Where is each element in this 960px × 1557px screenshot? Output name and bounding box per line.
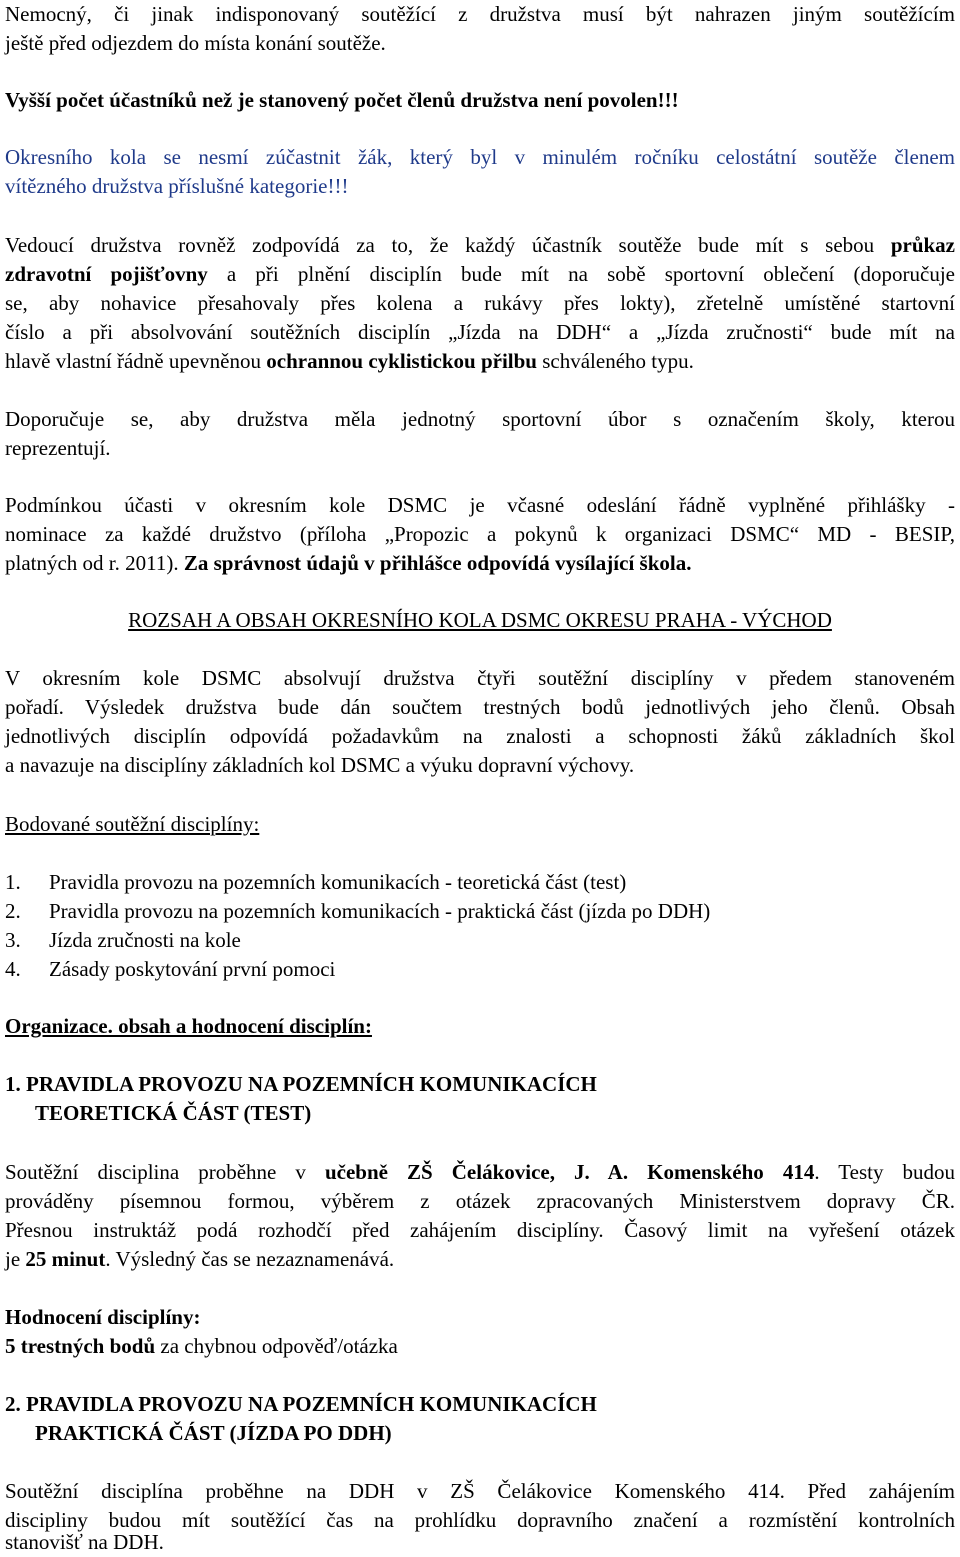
- list-item-number: 3.: [5, 928, 21, 952]
- p1-line-2: ještě před odjezdem do místa konání soutěže.: [5, 31, 386, 55]
- section-2-title: 2. PRAVIDLA PROVOZU NA POZEMNÍCH KOMUNIKACÍCH: [5, 1392, 597, 1416]
- p2-line-5: [5, 347, 955, 376]
- warning-line-1: Okresního kola se nesmí zúčastnit žák, který byl v minulém ročníku celostátní soutěže členem: [5, 145, 955, 169]
- p6-line-3: Přesnou instruktáž podá rozhodčí před zahájením disciplíny. Časový limit na vyřešení otázek: [5, 1218, 955, 1242]
- p5-line-2: pořadí. Výsledek družstva bude dán součtem trestných bodů jednotlivých jeho členů. Obsah: [5, 695, 955, 719]
- evaluation-heading: Hodnocení disciplíny:: [5, 1305, 201, 1329]
- p4-line-3-text: platných od r. 2011).: [5, 551, 184, 575]
- p2-line-1-text: Vedoucí družstva rovněž zodpovídá za to, že každý účastník soutěže bude mít s sebou: [5, 233, 891, 257]
- p2-line-3: se, aby nohavice přesahovaly přes kolena a rukávy přes lokty), zřetelně umístěné startovní: [5, 291, 955, 315]
- p2-line-5-bold: ochrannou cyklistickou přilbu: [266, 349, 537, 373]
- section-1-title: 1. PRAVIDLA PROVOZU NA POZEMNÍCH KOMUNIKACÍCH: [5, 1072, 597, 1096]
- p1-line-1: Nemocný, či jinak indisponovaný soutěžící z družstva musí být nahrazen jiným soutěžícím: [5, 2, 955, 26]
- warning-team-size: Vyšší počet účastníků než je stanovený počet členů družstva není povolen!!!: [5, 88, 679, 112]
- section-heading-main: ROZSAH A OBSAH OKRESNÍHO KOLA DSMC OKRESU PRAHA - VÝCHOD: [128, 608, 832, 632]
- p7-line-2: discipliny budou mít soutěžící čas na prohlídku dopravního značení a rozmístění kontrolních: [5, 1508, 955, 1532]
- p4-line-3-bold: Za správnost údajů v přihlášce odpovídá vysílající škola.: [183, 551, 692, 575]
- p4-line-2: nominace za každé družstvo (příloha „Propozic a pokynů k organizaci DSMC“ MD - BESIP,: [5, 522, 955, 546]
- list-item-number: 1.: [5, 870, 21, 894]
- p7-line-3: stanovišť na DDH.: [5, 1530, 164, 1554]
- section-1-subtitle: TEORETICKÁ ČÁST (TEST): [35, 1101, 312, 1125]
- evaluation-text: za chybnou odpověď/otázka: [155, 1334, 398, 1358]
- p6-line-2: prováděny písemnou formou, výběrem z otázek zpracovaných Ministerstvem dopravy ČR.: [5, 1189, 955, 1213]
- p2-line-1-bold: průkaz: [890, 233, 955, 257]
- warning-line-2: vítězného družstva příslušné kategorie!!!: [5, 174, 349, 198]
- p2-line-2-bold: zdravotní pojišťovny: [5, 262, 208, 286]
- p6-line-4-text-c: . Výsledný čas se nezaznamenává.: [105, 1247, 395, 1271]
- list-item-text: Pravidla provozu na pozemních komunikacích - praktická část (jízda po DDH): [49, 899, 711, 923]
- list-item-number: 2.: [5, 899, 21, 923]
- evaluation-line: [5, 1332, 398, 1361]
- p6-line-1-bold: učebně ZŠ Čelákovice, J. A. Komenského 414: [324, 1160, 815, 1184]
- p2-line-4: číslo a při absolvování soutěžních disciplín „Jízda na DDH“ a „Jízda zručnosti“ bude mít na: [5, 320, 955, 344]
- p6-line-1-text-a: Soutěžní disciplina proběhne v: [5, 1160, 325, 1184]
- scored-disciplines-heading: Bodované soutěžní disciplíny:: [5, 812, 260, 836]
- list-item: [5, 868, 626, 897]
- organization-heading: Organizace. obsah a hodnocení disciplín:: [5, 1014, 372, 1038]
- p3-line-2: reprezentují.: [5, 436, 111, 460]
- p2-line-2: [5, 260, 955, 289]
- list-item: [5, 926, 241, 955]
- p4-line-3: [5, 549, 955, 578]
- p6-line-4: [5, 1245, 955, 1274]
- list-item: [5, 897, 710, 926]
- p5-line-3: jednotlivých disciplín odpovídá požadavkům na znalosti a schopnosti žáků základních škol: [5, 724, 955, 748]
- p5-line-1: V okresním kole DSMC absolvují družstva čtyři soutěžní disciplíny v předem stanoveném: [5, 666, 955, 690]
- list-item: [5, 955, 335, 984]
- p2-line-5-text-c: schváleného typu.: [536, 349, 694, 373]
- list-item-text: Jízda zručnosti na kole: [49, 928, 241, 952]
- p6-line-4-bold: 25 minut: [25, 1247, 106, 1271]
- p4-line-1: Podmínkou účasti v okresním kole DSMC je včasné odeslání řádně vyplněné přihlášky -: [5, 493, 955, 517]
- p7-line-1: Soutěžní disciplína proběhne na DDH v ZŠ Čelákovice Komenského 414. Před zahájením: [5, 1479, 955, 1503]
- list-item-text: Pravidla provozu na pozemních komunikacích - teoretická část (test): [49, 870, 627, 894]
- list-item-text: Zásady poskytování první pomoci: [49, 957, 336, 981]
- p6-line-1: [5, 1158, 955, 1187]
- p2-line-2-text: a při plnění disciplín bude mít na sobě sportovní oblečení (doporučuje: [207, 262, 955, 286]
- p6-line-1-text-c: . Testy budou: [814, 1160, 955, 1184]
- p6-line-4-text-a: je: [5, 1247, 26, 1271]
- section-2-subtitle: PRAKTICKÁ ČÁST (JÍZDA PO DDH): [35, 1421, 392, 1445]
- p2-line-5-text-a: hlavě vlastní řádně upevněnou: [5, 349, 267, 373]
- list-item-number: 4.: [5, 957, 21, 981]
- p2-line-1: [5, 231, 955, 260]
- p3-line-1: Doporučuje se, aby družstva měla jednotný sportovní úbor s označením školy, kterou: [5, 407, 955, 431]
- p5-line-4: a navazuje na disciplíny základních kol DSMC a výuku dopravní výchovy.: [5, 753, 635, 777]
- evaluation-bold: 5 trestných bodů: [5, 1334, 156, 1358]
